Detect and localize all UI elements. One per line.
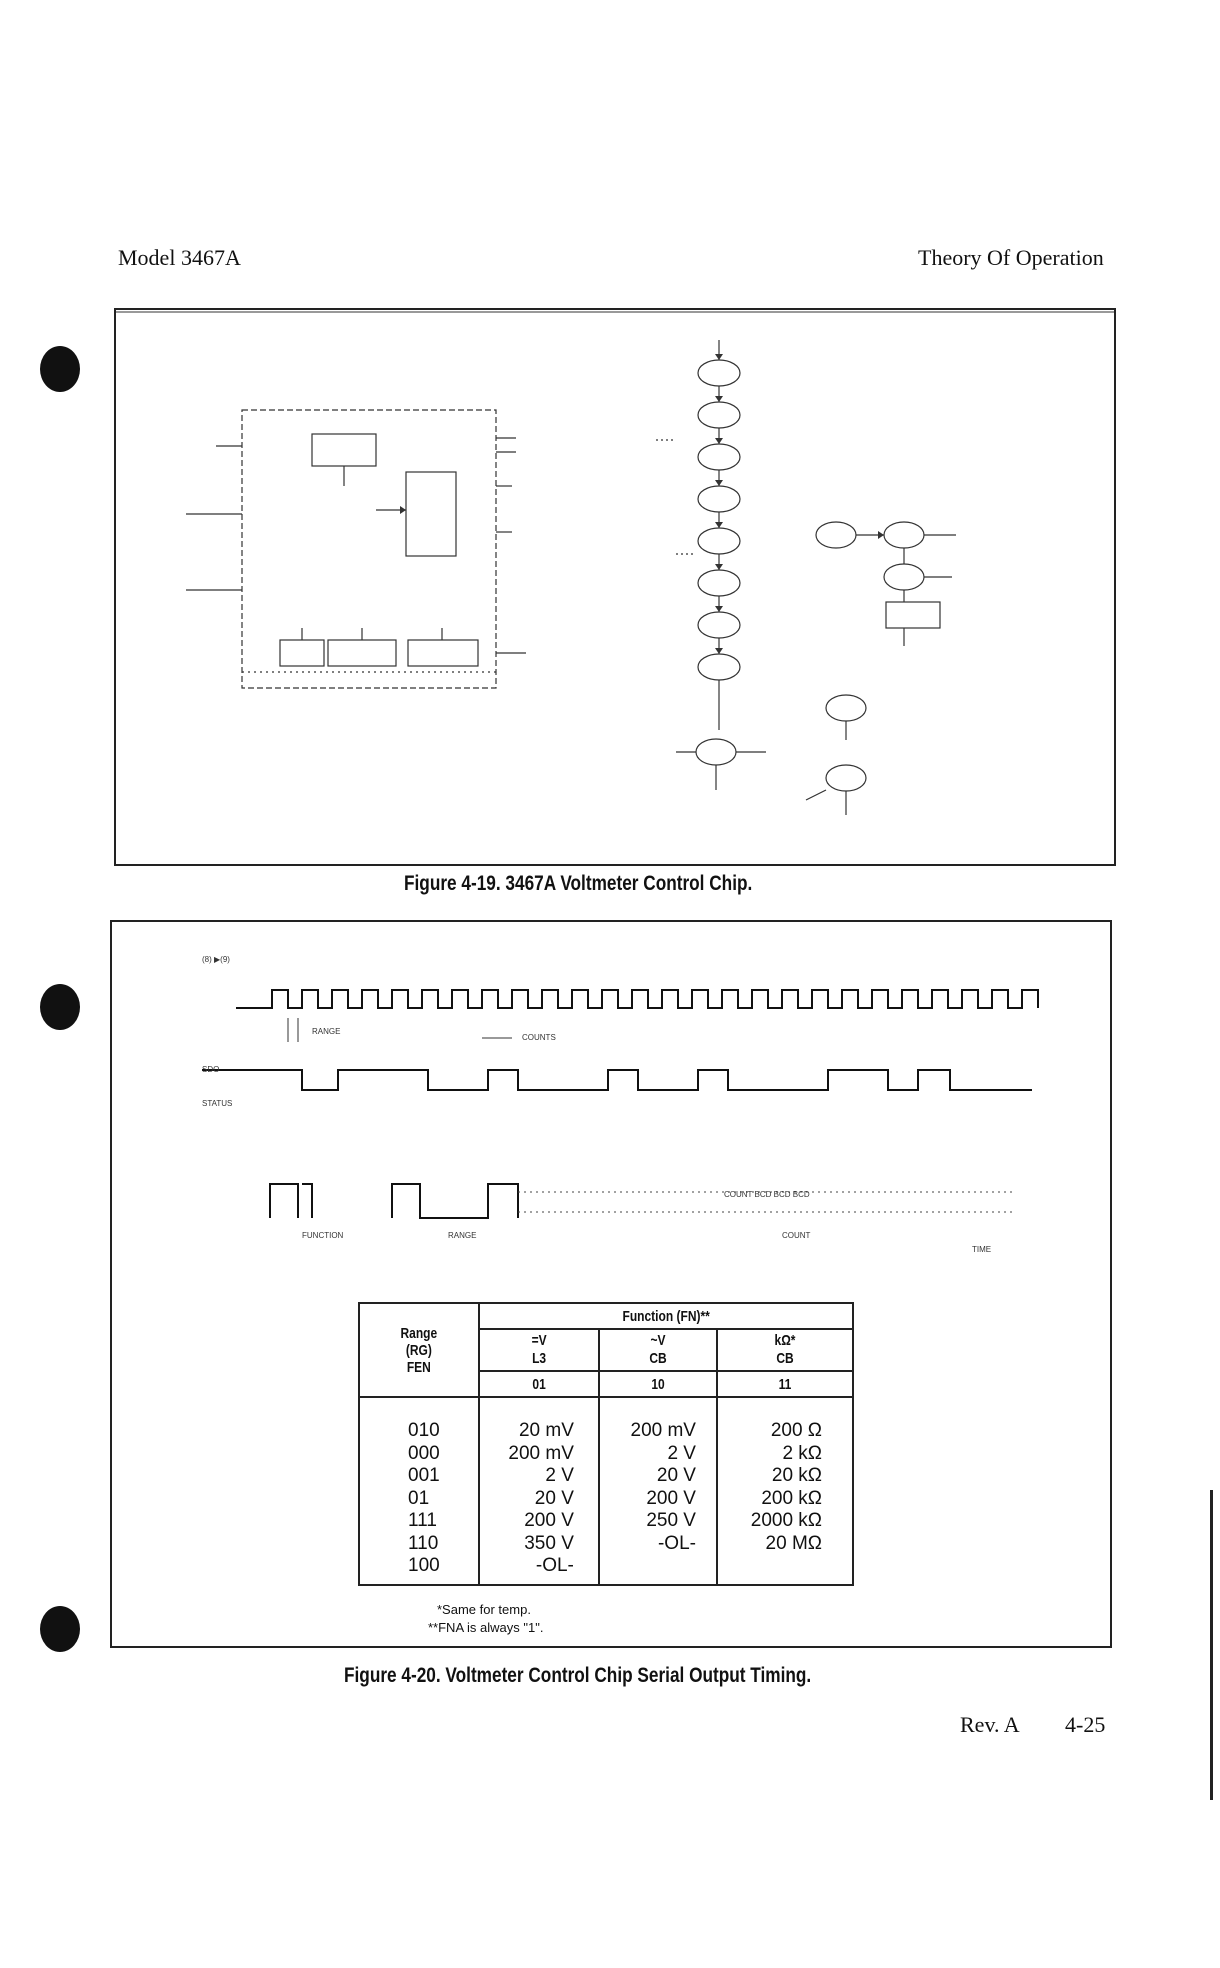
function-acv-symbol: ~V xyxy=(650,1332,666,1349)
state-chain xyxy=(656,340,956,815)
control-chip-diagram xyxy=(116,310,1114,864)
header-model: Model 3467A xyxy=(118,245,241,270)
punch-hole-top xyxy=(40,346,80,392)
figure-2-caption: Figure 4-20. Voltmeter Control Chip Serial Output Timing. xyxy=(344,1664,812,1687)
output-waveform xyxy=(270,1184,518,1218)
svg-text:(8) ▶(9): (8) ▶(9) xyxy=(202,955,230,964)
svg-text:COUNT BCD BCD BCD: COUNT BCD BCD BCD xyxy=(724,1190,810,1199)
footer-revision: Rev. A xyxy=(960,1712,1020,1737)
data-waveform xyxy=(202,1070,1032,1090)
svg-text:TIME: TIME xyxy=(972,1245,992,1254)
acv-column: 200 mV 2 V 20 V 200 V 250 V -OL- xyxy=(630,1420,696,1554)
range-header: Range (RG) FEN xyxy=(400,1324,438,1376)
svg-text:SDO: SDO xyxy=(202,1065,220,1074)
ohms-column: 200 Ω 2 kΩ 20 kΩ 200 kΩ 2000 kΩ 20 MΩ xyxy=(750,1420,822,1554)
svg-text:COUNT: COUNT xyxy=(782,1231,811,1240)
figure-1-caption: Figure 4-19. 3467A Voltmeter Control Chip. xyxy=(404,872,753,895)
footnote-fna: **FNA is always "1". xyxy=(428,1620,544,1635)
footnote-temp: *Same for temp. xyxy=(437,1602,531,1617)
svg-text:RANGE: RANGE xyxy=(312,1027,341,1036)
function-dcv-symbol: =V xyxy=(531,1332,547,1349)
header-section: Theory Of Operation xyxy=(918,245,1104,270)
timing-diagram xyxy=(112,922,1110,1322)
figure-control-chip xyxy=(114,308,1116,866)
svg-text:FUNCTION: FUNCTION xyxy=(302,1231,344,1240)
footer-page-number: 4-25 xyxy=(1065,1712,1106,1737)
page-edge-line xyxy=(1210,1490,1213,1800)
function-ohms-symbol: kΩ* xyxy=(774,1332,796,1349)
figure-serial-timing xyxy=(110,920,1112,1648)
chip-block-diagram xyxy=(186,410,526,688)
range-codes-column: 010 000 001 01 111 110 100 xyxy=(408,1420,440,1576)
clock-waveform xyxy=(236,990,1038,1008)
function-header: Function (FN)** xyxy=(622,1307,710,1325)
dcv-column: 20 mV 200 mV 2 V 20 V 200 V 350 V -OL- xyxy=(508,1420,574,1576)
punch-hole-middle xyxy=(40,984,80,1030)
svg-text:COUNTS: COUNTS xyxy=(522,1033,556,1042)
svg-text:STATUS: STATUS xyxy=(202,1099,233,1108)
punch-hole-bottom xyxy=(40,1606,80,1652)
svg-text:RANGE: RANGE xyxy=(448,1231,477,1240)
range-function-table: Range (RG) FEN Function (FN)** =V L3 ~V CB kΩ* CB 01 10 11 010 000 001 01 111 110 100 20 mV 200 mV 2 V 20 V 200 V 350 V -OL- 200 mV 2 V 20 V 200 V 250 V -OL- 200 Ω 2 kΩ 20 kΩ 200 kΩ 2000 kΩ 20 MΩ xyxy=(358,1302,854,1586)
